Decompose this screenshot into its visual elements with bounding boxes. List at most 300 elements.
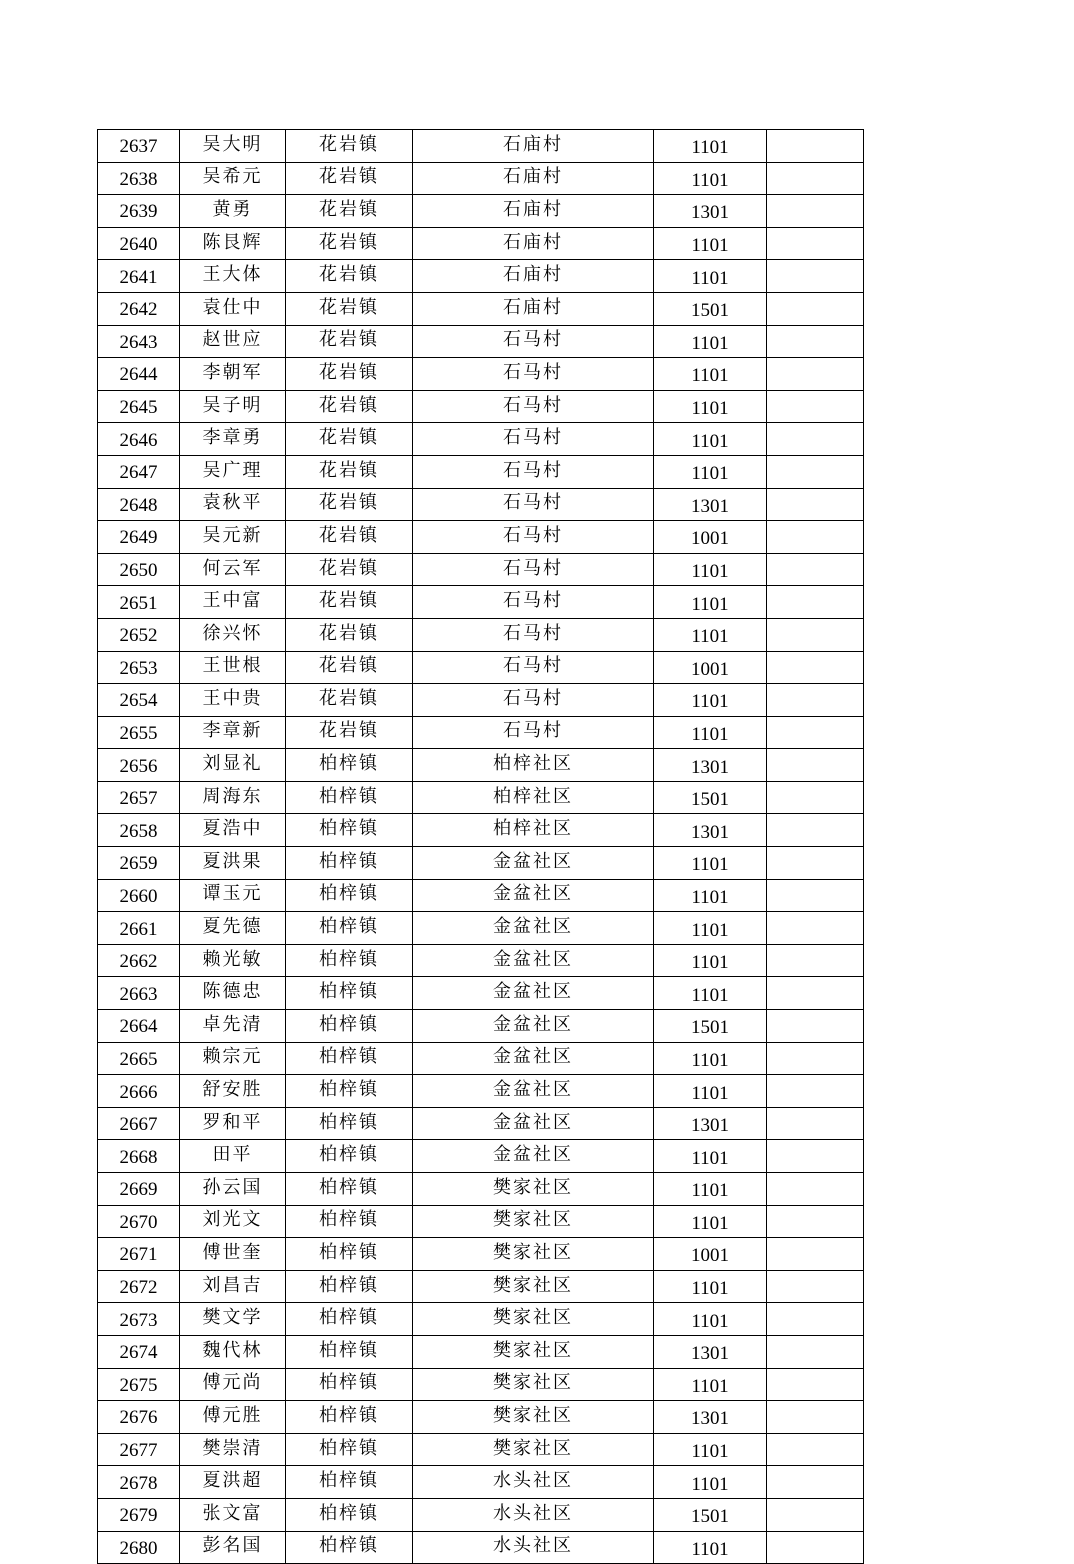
table-row [98, 1433, 864, 1466]
town-cell: 柏梓镇 [286, 1368, 413, 1401]
table-row [98, 1107, 864, 1140]
remark-cell [767, 553, 864, 586]
name-cell: 王中贵 [180, 684, 286, 717]
code-cell: 1301 [654, 195, 767, 228]
village-cell: 水头社区 [413, 1466, 654, 1499]
code-cell: 1301 [654, 749, 767, 782]
town-cell: 柏梓镇 [286, 1498, 413, 1531]
town-cell: 花岩镇 [286, 260, 413, 293]
name-cell: 袁仕中 [180, 292, 286, 325]
remark-cell [767, 716, 864, 749]
code-cell: 1101 [654, 1173, 767, 1206]
village-cell: 金盆社区 [413, 1075, 654, 1108]
row-number-cell: 2679 [98, 1498, 180, 1531]
town-cell: 柏梓镇 [286, 944, 413, 977]
village-cell: 柏梓社区 [413, 749, 654, 782]
name-cell: 何云军 [180, 553, 286, 586]
name-cell: 夏浩中 [180, 814, 286, 847]
town-cell: 柏梓镇 [286, 1433, 413, 1466]
name-cell: 孙云国 [180, 1173, 286, 1206]
village-cell: 金盆社区 [413, 1140, 654, 1173]
village-cell: 石马村 [413, 325, 654, 358]
name-cell: 李章勇 [180, 423, 286, 456]
table-row [98, 1498, 864, 1531]
code-cell: 1101 [654, 716, 767, 749]
name-cell: 赖宗元 [180, 1042, 286, 1075]
name-cell: 陈艮辉 [180, 227, 286, 260]
town-cell: 花岩镇 [286, 618, 413, 651]
row-number-cell: 2640 [98, 227, 180, 260]
table-row [98, 488, 864, 521]
village-cell: 柏梓社区 [413, 814, 654, 847]
name-cell: 樊文学 [180, 1303, 286, 1336]
row-number-cell: 2653 [98, 651, 180, 684]
row-number-cell: 2645 [98, 390, 180, 423]
row-number-cell: 2665 [98, 1042, 180, 1075]
town-cell: 花岩镇 [286, 130, 413, 163]
name-cell: 傅元胜 [180, 1401, 286, 1434]
town-cell: 花岩镇 [286, 162, 413, 195]
row-number-cell: 2656 [98, 749, 180, 782]
town-cell: 柏梓镇 [286, 749, 413, 782]
row-number-cell: 2652 [98, 618, 180, 651]
code-cell: 1101 [654, 1205, 767, 1238]
village-cell: 樊家社区 [413, 1238, 654, 1271]
table-row [98, 1335, 864, 1368]
code-cell: 1301 [654, 488, 767, 521]
remark-cell [767, 455, 864, 488]
row-number-cell: 2659 [98, 847, 180, 880]
name-cell: 傅元尚 [180, 1368, 286, 1401]
remark-cell [767, 1042, 864, 1075]
code-cell: 1001 [654, 651, 767, 684]
village-cell: 石庙村 [413, 195, 654, 228]
remark-cell [767, 1140, 864, 1173]
remark-cell [767, 521, 864, 554]
village-cell: 石马村 [413, 358, 654, 391]
name-cell: 舒安胜 [180, 1075, 286, 1108]
table-row [98, 1010, 864, 1043]
remark-cell [767, 1401, 864, 1434]
row-number-cell: 2651 [98, 586, 180, 619]
town-cell: 花岩镇 [286, 455, 413, 488]
remark-cell [767, 749, 864, 782]
remark-cell [767, 1205, 864, 1238]
table-row [98, 1140, 864, 1173]
code-cell: 1501 [654, 1010, 767, 1043]
remark-cell [767, 130, 864, 163]
row-number-cell: 2672 [98, 1270, 180, 1303]
remark-cell [767, 195, 864, 228]
town-cell: 柏梓镇 [286, 1466, 413, 1499]
row-number-cell: 2673 [98, 1303, 180, 1336]
town-cell: 柏梓镇 [286, 1238, 413, 1271]
village-cell: 金盆社区 [413, 944, 654, 977]
code-cell: 1101 [654, 1140, 767, 1173]
code-cell: 1301 [654, 1335, 767, 1368]
town-cell: 花岩镇 [286, 358, 413, 391]
table-row [98, 1205, 864, 1238]
row-number-cell: 2641 [98, 260, 180, 293]
table-row [98, 749, 864, 782]
village-cell: 樊家社区 [413, 1205, 654, 1238]
code-cell: 1101 [654, 944, 767, 977]
town-cell: 柏梓镇 [286, 879, 413, 912]
remark-cell [767, 1466, 864, 1499]
town-cell: 花岩镇 [286, 227, 413, 260]
remark-cell [767, 1368, 864, 1401]
code-cell: 1101 [654, 912, 767, 945]
name-cell: 彭名国 [180, 1531, 286, 1564]
table-row [98, 260, 864, 293]
table-row [98, 553, 864, 586]
row-number-cell: 2648 [98, 488, 180, 521]
code-cell: 1101 [654, 1466, 767, 1499]
remark-cell [767, 1238, 864, 1271]
name-cell: 赖光敏 [180, 944, 286, 977]
code-cell: 1101 [654, 423, 767, 456]
town-cell: 柏梓镇 [286, 1335, 413, 1368]
code-cell: 1001 [654, 1238, 767, 1271]
town-cell: 花岩镇 [286, 716, 413, 749]
code-cell: 1101 [654, 553, 767, 586]
table-row [98, 390, 864, 423]
code-cell: 1101 [654, 162, 767, 195]
name-cell: 王中富 [180, 586, 286, 619]
row-number-cell: 2642 [98, 292, 180, 325]
name-cell: 吴元新 [180, 521, 286, 554]
code-cell: 1501 [654, 1498, 767, 1531]
village-cell: 石庙村 [413, 227, 654, 260]
town-cell: 柏梓镇 [286, 1205, 413, 1238]
remark-cell [767, 1498, 864, 1531]
roster-table [97, 129, 864, 1564]
remark-cell [767, 325, 864, 358]
village-cell: 樊家社区 [413, 1173, 654, 1206]
table-row [98, 716, 864, 749]
row-number-cell: 2638 [98, 162, 180, 195]
code-cell: 1101 [654, 618, 767, 651]
village-cell: 樊家社区 [413, 1303, 654, 1336]
town-cell: 花岩镇 [286, 488, 413, 521]
village-cell: 石马村 [413, 553, 654, 586]
remark-cell [767, 358, 864, 391]
town-cell: 柏梓镇 [286, 1010, 413, 1043]
row-number-cell: 2649 [98, 521, 180, 554]
village-cell: 金盆社区 [413, 977, 654, 1010]
name-cell: 陈德忠 [180, 977, 286, 1010]
row-number-cell: 2644 [98, 358, 180, 391]
town-cell: 柏梓镇 [286, 912, 413, 945]
village-cell: 樊家社区 [413, 1401, 654, 1434]
name-cell: 傅世奎 [180, 1238, 286, 1271]
village-cell: 石马村 [413, 455, 654, 488]
code-cell: 1101 [654, 1075, 767, 1108]
row-number-cell: 2655 [98, 716, 180, 749]
remark-cell [767, 814, 864, 847]
name-cell: 黄勇 [180, 195, 286, 228]
remark-cell [767, 292, 864, 325]
village-cell: 金盆社区 [413, 847, 654, 880]
table-row [98, 912, 864, 945]
town-cell: 花岩镇 [286, 195, 413, 228]
town-cell: 花岩镇 [286, 586, 413, 619]
code-cell: 1101 [654, 1368, 767, 1401]
town-cell: 花岩镇 [286, 292, 413, 325]
remark-cell [767, 1335, 864, 1368]
code-cell: 1101 [654, 325, 767, 358]
code-cell: 1101 [654, 260, 767, 293]
remark-cell [767, 684, 864, 717]
town-cell: 柏梓镇 [286, 1303, 413, 1336]
row-number-cell: 2662 [98, 944, 180, 977]
town-cell: 花岩镇 [286, 325, 413, 358]
remark-cell [767, 1270, 864, 1303]
row-number-cell: 2660 [98, 879, 180, 912]
row-number-cell: 2669 [98, 1173, 180, 1206]
town-cell: 柏梓镇 [286, 1173, 413, 1206]
row-number-cell: 2677 [98, 1433, 180, 1466]
remark-cell [767, 944, 864, 977]
row-number-cell: 2650 [98, 553, 180, 586]
name-cell: 吴大明 [180, 130, 286, 163]
code-cell: 1101 [654, 879, 767, 912]
village-cell: 石马村 [413, 716, 654, 749]
name-cell: 田平 [180, 1140, 286, 1173]
town-cell: 柏梓镇 [286, 1140, 413, 1173]
table-row [98, 847, 864, 880]
town-cell: 柏梓镇 [286, 1107, 413, 1140]
remark-cell [767, 847, 864, 880]
name-cell: 夏先德 [180, 912, 286, 945]
village-cell: 水头社区 [413, 1531, 654, 1564]
code-cell: 1301 [654, 1401, 767, 1434]
village-cell: 柏梓社区 [413, 781, 654, 814]
remark-cell [767, 1173, 864, 1206]
name-cell: 夏洪果 [180, 847, 286, 880]
code-cell: 1101 [654, 977, 767, 1010]
table-row [98, 358, 864, 391]
row-number-cell: 2643 [98, 325, 180, 358]
remark-cell [767, 1303, 864, 1336]
row-number-cell: 2647 [98, 455, 180, 488]
town-cell: 柏梓镇 [286, 1401, 413, 1434]
village-cell: 樊家社区 [413, 1270, 654, 1303]
village-cell: 石庙村 [413, 130, 654, 163]
remark-cell [767, 912, 864, 945]
village-cell: 金盆社区 [413, 1010, 654, 1043]
village-cell: 石庙村 [413, 260, 654, 293]
remark-cell [767, 879, 864, 912]
table-row [98, 781, 864, 814]
village-cell: 石马村 [413, 684, 654, 717]
town-cell: 花岩镇 [286, 521, 413, 554]
name-cell: 袁秋平 [180, 488, 286, 521]
town-cell: 花岩镇 [286, 684, 413, 717]
remark-cell [767, 1531, 864, 1564]
code-cell: 1101 [654, 1270, 767, 1303]
row-number-cell: 2668 [98, 1140, 180, 1173]
name-cell: 罗和平 [180, 1107, 286, 1140]
village-cell: 石马村 [413, 423, 654, 456]
name-cell: 樊崇清 [180, 1433, 286, 1466]
village-cell: 金盆社区 [413, 912, 654, 945]
remark-cell [767, 586, 864, 619]
row-number-cell: 2664 [98, 1010, 180, 1043]
code-cell: 1101 [654, 390, 767, 423]
table-row [98, 944, 864, 977]
table-row [98, 1466, 864, 1499]
table-row [98, 227, 864, 260]
table-row [98, 651, 864, 684]
table-row [98, 292, 864, 325]
row-number-cell: 2639 [98, 195, 180, 228]
village-cell: 石庙村 [413, 292, 654, 325]
code-cell: 1101 [654, 1303, 767, 1336]
row-number-cell: 2657 [98, 781, 180, 814]
row-number-cell: 2637 [98, 130, 180, 163]
remark-cell [767, 423, 864, 456]
village-cell: 樊家社区 [413, 1335, 654, 1368]
village-cell: 金盆社区 [413, 879, 654, 912]
remark-cell [767, 977, 864, 1010]
town-cell: 花岩镇 [286, 423, 413, 456]
remark-cell [767, 651, 864, 684]
code-cell: 1101 [654, 455, 767, 488]
table-row [98, 684, 864, 717]
village-cell: 石庙村 [413, 162, 654, 195]
table-row [98, 586, 864, 619]
remark-cell [767, 1433, 864, 1466]
name-cell: 刘显礼 [180, 749, 286, 782]
remark-cell [767, 390, 864, 423]
village-cell: 石马村 [413, 488, 654, 521]
row-number-cell: 2680 [98, 1531, 180, 1564]
village-cell: 金盆社区 [413, 1107, 654, 1140]
village-cell: 石马村 [413, 586, 654, 619]
town-cell: 柏梓镇 [286, 814, 413, 847]
row-number-cell: 2670 [98, 1205, 180, 1238]
village-cell: 石马村 [413, 618, 654, 651]
table-row [98, 521, 864, 554]
code-cell: 1101 [654, 847, 767, 880]
town-cell: 柏梓镇 [286, 1531, 413, 1564]
table-row [98, 423, 864, 456]
code-cell: 1101 [654, 586, 767, 619]
table-row [98, 1368, 864, 1401]
row-number-cell: 2654 [98, 684, 180, 717]
table-row [98, 195, 864, 228]
table-row [98, 1238, 864, 1271]
table-row [98, 1531, 864, 1564]
town-cell: 花岩镇 [286, 651, 413, 684]
code-cell: 1101 [654, 684, 767, 717]
table-row [98, 1270, 864, 1303]
row-number-cell: 2674 [98, 1335, 180, 1368]
remark-cell [767, 781, 864, 814]
name-cell: 赵世应 [180, 325, 286, 358]
code-cell: 1501 [654, 781, 767, 814]
town-cell: 柏梓镇 [286, 1042, 413, 1075]
table-row [98, 814, 864, 847]
table-row [98, 325, 864, 358]
name-cell: 谭玉元 [180, 879, 286, 912]
town-cell: 柏梓镇 [286, 1270, 413, 1303]
row-number-cell: 2675 [98, 1368, 180, 1401]
name-cell: 刘昌吉 [180, 1270, 286, 1303]
code-cell: 1301 [654, 1107, 767, 1140]
town-cell: 花岩镇 [286, 553, 413, 586]
name-cell: 徐兴怀 [180, 618, 286, 651]
remark-cell [767, 227, 864, 260]
remark-cell [767, 1075, 864, 1108]
name-cell: 王世根 [180, 651, 286, 684]
row-number-cell: 2667 [98, 1107, 180, 1140]
town-cell: 柏梓镇 [286, 781, 413, 814]
code-cell: 1501 [654, 292, 767, 325]
town-cell: 柏梓镇 [286, 1075, 413, 1108]
name-cell: 吴希元 [180, 162, 286, 195]
village-cell: 金盆社区 [413, 1042, 654, 1075]
town-cell: 柏梓镇 [286, 977, 413, 1010]
row-number-cell: 2678 [98, 1466, 180, 1499]
row-number-cell: 2646 [98, 423, 180, 456]
remark-cell [767, 1010, 864, 1043]
remark-cell [767, 618, 864, 651]
village-cell: 石马村 [413, 390, 654, 423]
remark-cell [767, 162, 864, 195]
row-number-cell: 2658 [98, 814, 180, 847]
table-row [98, 879, 864, 912]
code-cell: 1101 [654, 130, 767, 163]
town-cell: 柏梓镇 [286, 847, 413, 880]
row-number-cell: 2671 [98, 1238, 180, 1271]
name-cell: 夏洪超 [180, 1466, 286, 1499]
row-number-cell: 2661 [98, 912, 180, 945]
table-row [98, 1401, 864, 1434]
table-row [98, 130, 864, 163]
village-cell: 石马村 [413, 521, 654, 554]
remark-cell [767, 488, 864, 521]
name-cell: 李章新 [180, 716, 286, 749]
village-cell: 石马村 [413, 651, 654, 684]
village-cell: 樊家社区 [413, 1368, 654, 1401]
name-cell: 周海东 [180, 781, 286, 814]
name-cell: 魏代林 [180, 1335, 286, 1368]
village-cell: 樊家社区 [413, 1433, 654, 1466]
code-cell: 1101 [654, 1433, 767, 1466]
remark-cell [767, 1107, 864, 1140]
code-cell: 1101 [654, 1042, 767, 1075]
name-cell: 吴广理 [180, 455, 286, 488]
table-row [98, 1173, 864, 1206]
table-body [98, 130, 864, 1564]
name-cell: 张文富 [180, 1498, 286, 1531]
name-cell: 吴子明 [180, 390, 286, 423]
name-cell: 卓先清 [180, 1010, 286, 1043]
town-cell: 花岩镇 [286, 390, 413, 423]
table-row [98, 1075, 864, 1108]
table-row [98, 455, 864, 488]
row-number-cell: 2663 [98, 977, 180, 1010]
code-cell: 1101 [654, 227, 767, 260]
name-cell: 李朝军 [180, 358, 286, 391]
code-cell: 1101 [654, 1531, 767, 1564]
name-cell: 刘光文 [180, 1205, 286, 1238]
code-cell: 1101 [654, 358, 767, 391]
name-cell: 王大体 [180, 260, 286, 293]
row-number-cell: 2666 [98, 1075, 180, 1108]
